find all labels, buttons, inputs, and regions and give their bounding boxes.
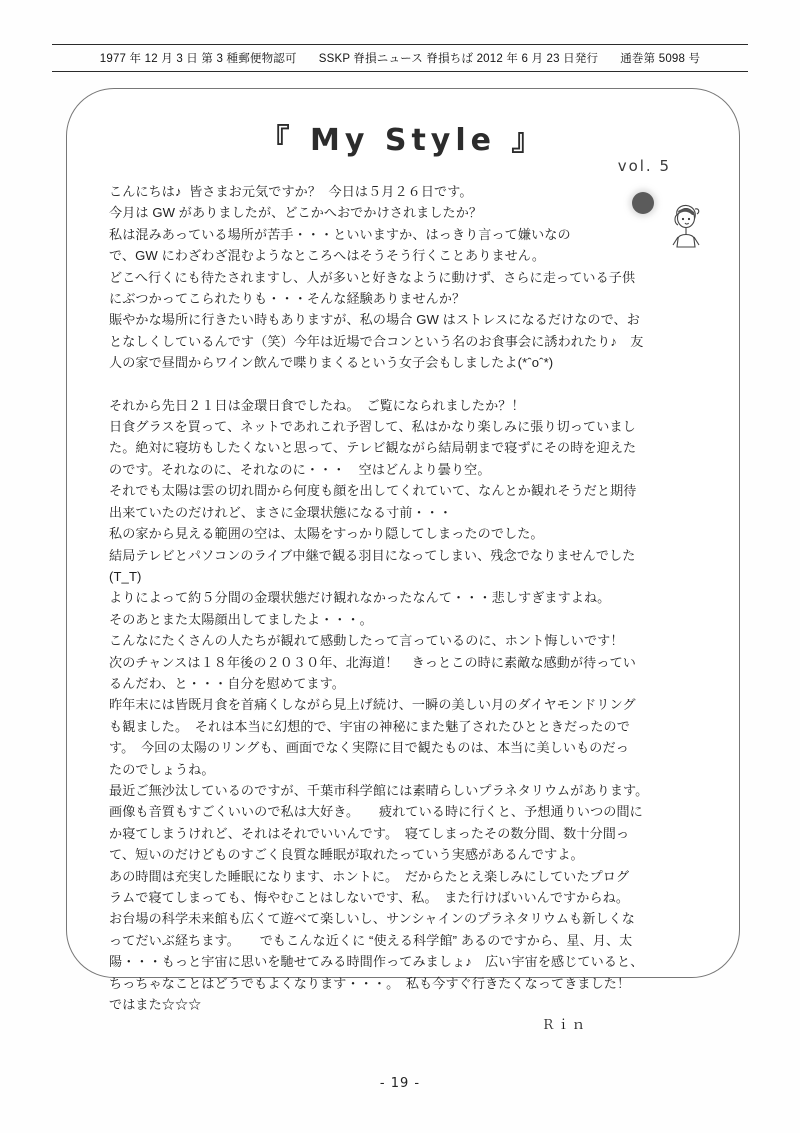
paragraph-line: 賑やかな場所に行きたい時もありますが、私の場合 GW はストレスになるだけなので、お [109,312,640,328]
closing-line: ではまた☆☆☆ [109,997,202,1013]
article-volume: vol. 5 [617,157,671,175]
paragraph-line: どこへ行くにも待たされますし、人が多いと好きなように動けず、さらに走っている子供 [109,269,636,285]
paragraph-line: 人の家で昼間からワイン飲んで喋りまくるという女子会もしましたよ(*ˆоˆ*) [109,355,554,371]
paragraph-line: も観ました。 それは本当に幻想的で、宇宙の神秘にまた魅了されたひとときだったので [109,718,630,734]
paragraph-line: よりによって約５分間の金環状態だけ観れなかったなんて・・・悲しすぎますよね。 [109,590,611,606]
paragraph-line: 今月は GW がありましたが、どこかへおでかけされましたか？ [109,205,483,221]
paragraph-line: 出来ていたのだけれど、まさに金環状態になる寸前・・・ [109,504,453,520]
page-header [52,44,748,72]
paragraph-line: にぶつかってこられたりも・・・そんな経験ありませんか？ [109,291,466,307]
article-title: 『 My Style 』 [259,123,547,158]
paragraph-line: 日食グラスを買って、ネットであれこれ予習して、私はかなり楽しみに張り切っていまし [109,419,636,435]
paragraph-line: で、GW にわざわざ混むようなところへはそうそう行くことありません。 [109,248,546,264]
article-body [109,181,699,1050]
paragraph-line: のです。それなのに、それなのに・・・ 空はどんより曇り空。 [109,461,491,477]
paragraph-line: 昨年末には皆既月食を首痛くしながら見上げ続け、一瞬の美しい月のダイヤモンドリング [109,697,636,713]
paragraph-line: か寝てしまうけれど、それはそれでいいんです。 寝てしまったその数分間、数十分間っ [109,825,630,841]
paragraph-line: それでも太陽は雲の切れ間から何度も顔を出してくれていて、なんとか観れそうだと期待 [109,483,637,499]
paragraph-line: ちっちゃなことはどうでもよくなります・・・。 私も今すぐ行きたくなってきました！ [109,975,631,991]
paragraph-line: て、短いのだけどものすごく良質な睡眠が取れたっていう実感があるんですよ。 [109,847,584,863]
paragraph-line: そのあとまた太陽顔出してましたよ・・・。 [109,611,373,627]
header-right-text: 通巻第 5098 号 [620,53,701,65]
paragraph-line: 最近ご無沙汰しているのですが、千葉市科学館には素晴らしいプラネタリウムがあります。 [109,782,649,798]
paragraph-line: す。 今回の太陽のリングも、画面でなく実際に目で観たものは、本当に美しいものだっ [109,740,629,756]
paragraph-line: となしくしているんです（笑）今年は近場で合コンという名のお食事会に誘われたり♪ 友 [109,333,644,349]
paragraph-line: 陽・・・もっと宇宙に思いを馳せてみる時間作ってみましょ♪ 広い宇宙を感じていると、 [109,954,644,970]
paragraph-line: るんだわ、と・・・自分を慰めてます。 [109,675,345,691]
author-signature: Ｒｉｎ [541,1018,587,1034]
paragraph-line: あの時間は充実した睡眠になります、ホントに。 だからたとえ楽しみにしていたプログ [109,868,630,884]
header-left-text: 1977 年 12 月 3 日 第 3 種郵便物認可 [99,53,297,65]
paragraph-line: 次のチャンスは１８年後の２０３０年、北海道！ きっとこの時に素敵な感動が待ってい [109,654,636,670]
header-center-text: SSKP 脊損ニュース 脊損ちば 2012 年 6 月 23 日発行 [318,53,599,65]
paragraph-line: 画像も音質もすごくいいので私は大好き。 疲れている時に行くと、予想通りいつの間に [109,804,643,820]
paragraph-spacer [109,374,699,395]
paragraph-line: ってだいぶ経ちます。 でもこんな近くに “使える科学館” あるのですから、星、月、太 [109,932,633,948]
paragraph-line: こんにちは♪ 皆さまお元気ですか？ 今日は５月２６日です。 [109,184,473,199]
paragraph-line: (T_T) [109,568,142,584]
paragraph-line: こんなにたくさんの人たちが観れて感動したって言っているのに、ホント悔しいです！ [109,633,624,649]
article-frame [66,88,740,1034]
paragraph-line: たのでしょうね。 [109,761,215,777]
paragraph-line: ラムで寝てしまっても、悔やむことはしないです、私。 また行けばいいんですからね。 [109,890,630,905]
paragraph-line: 結局テレビとパソコンのライブ中継で観る羽目になってしまい、残念でなりませんでした [109,547,636,563]
paragraph-line: 私は混みあっている場所が苦手・・・といいますか、はっきり言って嫌いなの [109,226,571,242]
paragraph-line: それから先日２１日は金環日食でしたね。 ご覧になられましたか？！ [109,397,525,413]
paragraph-line: お台場の科学未来館も広くて遊べて楽しいし、サンシャインのプラネタリウムも新しくな [109,911,635,927]
paragraph-line: 私の家から見える範囲の空は、太陽をすっかり隠してしまったのでした。 [109,526,544,542]
paragraph-line: た。絶対に寝坊もしたくないと思って、テレビ観ながら結局朝まで寝ずにその時を迎えた [109,440,637,456]
page-number: - 19 - [379,1076,421,1091]
